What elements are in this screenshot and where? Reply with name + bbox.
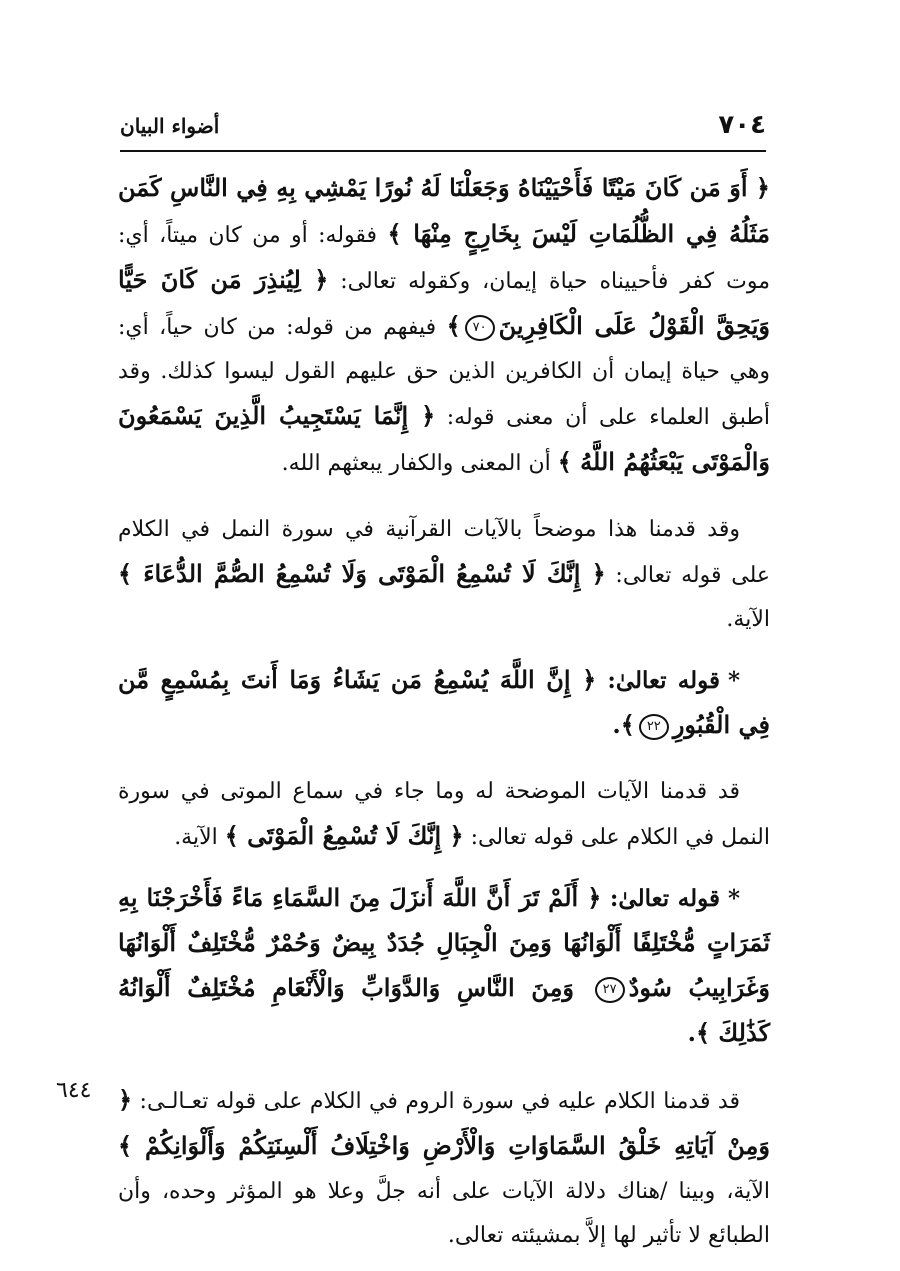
commentary-text: أن المعنى والكفار يبعثهم الله. — [281, 451, 558, 476]
commentary-text: قد قدمنا الآيات الموضحة له وما جاء في سماع الموتى في سورة النمل في الكلام على قوله تعالى: — [118, 779, 770, 850]
quran-verse: ﴿ إِنَّ اللَّهَ يُسْمِعُ مَن يَشَاءُ وَمَا أَنتَ بِمُسْمِعٍ مَّن فِي الْقُبُورِ — [118, 665, 770, 739]
commentary-text: الآية، وبينا /هناك دلالة الآيات على أنه جلَّ وعلا هو المؤثر وحده، وأن الطبائع لا تأثير لها إلاَّ بمشيئته تعالى. — [118, 1179, 770, 1248]
commentary-text: وقد قدمنا هذا موضحاً بالآيات القرآنية في سورة النمل في الكلام على قوله تعالى: — [118, 517, 771, 588]
commentary-text: الآية. — [174, 825, 225, 850]
quran-bracket: ﴾. — [612, 710, 635, 739]
paragraph-4 — [118, 1078, 770, 1258]
verse-heading-1 — [118, 658, 770, 748]
quran-verse: ﴿ أَلَمْ تَرَ أَنَّ اللَّهَ أَنزَلَ مِنَ السَّمَاءِ مَاءً فَأَخْرَجْنَا بِهِ ثَمَرَاتٍ مُّخْتَلِفًا أَلْوَانُهَا وَمِنَ الْجِبَالِ جُدَدٌ بِيضٌ وَحُمْرٌ مُّخْتَلِفٌ أَلْوَانُهَا وَغَرَابِيبُ سُودٌ — [118, 883, 770, 1002]
paragraph-1 — [118, 166, 770, 486]
paragraph-2 — [118, 508, 770, 642]
ayah-number-marker: ٢٢ — [639, 714, 669, 740]
heading-label: قوله تعالىٰ: — [596, 667, 720, 694]
quran-bracket: ﴾. — [687, 1018, 711, 1047]
quran-bracket: ﴾ — [446, 311, 461, 340]
commentary-text: الآية. — [726, 607, 770, 632]
heading-label: قوله تعالىٰ: — [601, 885, 720, 912]
quran-verse: ﴿ لِيُنذِرَ مَن كَانَ حَيًّا وَيَحِقَّ الْقَوْلُ عَلَى الْكَافِرِينَ — [118, 265, 771, 340]
quran-verse: ﴿ وَمِنْ آيَاتِهِ خَلْقُ السَّمَاوَاتِ وَالْأَرْضِ وَاخْتِلَافُ أَلْسِنَتِكُمْ وَأَلْوَانِكُمْ ﴾ — [118, 1085, 770, 1160]
star-marker: * — [727, 885, 740, 912]
commentary-text: قد قدمنا الكلام عليه في سورة الروم في الكلام على قوله تعـالـى: — [132, 1089, 740, 1114]
page-body — [118, 166, 770, 1258]
page-header — [120, 108, 766, 152]
paragraph-3 — [118, 770, 770, 860]
margin-page-reference: ٦٤٤ — [56, 1078, 92, 1103]
quran-verse: ﴿ إِنَّكَ لَا تُسْمِعُ الْمَوْتَى وَلَا تُسْمِعُ الصُّمَّ الدُّعَاءَ ﴾ — [118, 559, 606, 588]
star-marker: * — [727, 667, 740, 694]
commentary-text: فيفهم من قوله: من كان حياً، أي: وهي حياة إيمان أن الكافرين الذين حق عليهم القول ليسوا كذلك. وقد أطبق العلماء على أن معنى قوله: — [118, 315, 770, 430]
running-title: أضواء البيان — [120, 114, 220, 138]
quran-verse: ﴿ أَوَ مَن كَانَ مَيْتًا فَأَحْيَيْنَاهُ وَجَعَلْنَا لَهُ نُورًا يَمْشِي بِهِ فِي النَّاسِ كَمَن مَثَلُهُ فِي الظُّلُمَاتِ لَيْسَ بِخَارِجٍ مِنْهَا ﴾ — [118, 173, 771, 248]
page-number: ٧٠٤ — [718, 110, 766, 140]
ayah-number-marker: ٧٠ — [465, 315, 495, 341]
quran-verse: ﴿ إِنَّكَ لَا تُسْمِعُ الْمَوْتَى ﴾ — [224, 821, 464, 850]
quran-verse: وَمِنَ النَّاسِ وَالدَّوَابِّ وَالْأَنْعَامِ مُخْتَلِفٌ أَلْوَانُهُ كَذَٰلِكَ — [118, 973, 770, 1047]
ayah-number-marker: ٢٧ — [595, 977, 625, 1003]
verse-heading-2 — [118, 876, 770, 1056]
commentary-text: فقوله: أو من كان ميتاً، أي: موت كفر فأحييناه حياة إيمان، وكقوله تعالى: — [118, 223, 770, 294]
quran-verse: ﴿ إِنَّمَا يَسْتَجِيبُ الَّذِينَ يَسْمَعُونَ وَالْمَوْتَى يَبْعَثُهُمُ اللَّهُ ﴾ — [118, 401, 770, 476]
